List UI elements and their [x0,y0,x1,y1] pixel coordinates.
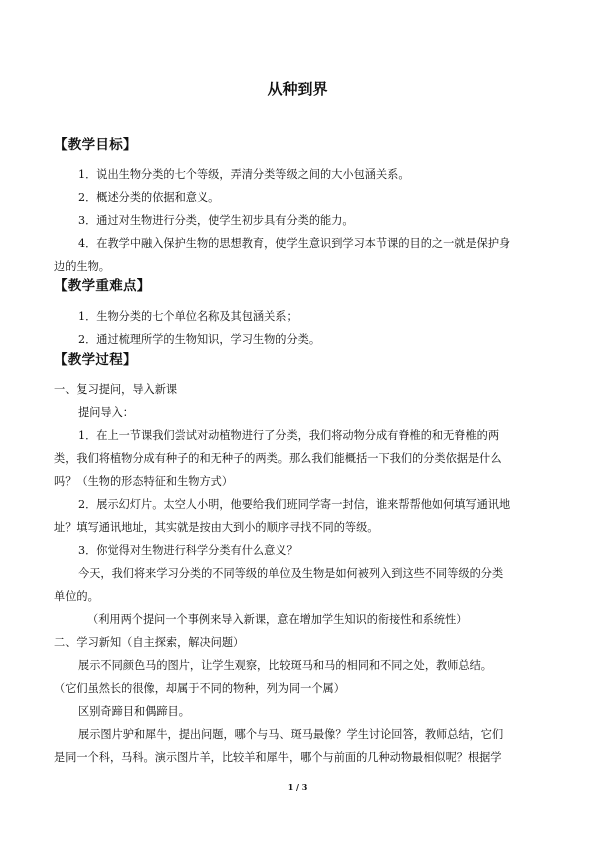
goal-line: 1．说出生物分类的七个等级，弄清分类等级之间的大小包涵关系。 [78,168,410,181]
heading-process: 【教学过程】 [54,352,137,368]
process-line: 2．展示幻灯片。太空人小明，他要给我们班同学寄一封信，谁来帮帮他如何填写通讯地 [78,498,511,511]
goal-line: 2．概述分类的依据和意义。 [78,191,220,204]
process-line: 吗？（生物的形态特征和生物方式） [54,475,234,488]
process-line: 提问导入： [78,406,134,419]
process-line: 今天，我们将来学习分类的不同等级的单位及生物是如何被列入到这些不同等级的分类 [78,567,504,580]
process-line: 二、学习新知（自主探索，解决问题） [54,636,245,649]
key-point-line: 1．生物分类的七个单位名称及其包涵关系； [78,310,298,323]
process-line: （利用两个提问一个事例来导入新课，意在增加学生知识的衔接性和系统性） [87,613,468,626]
goal-line: 边的生物。 [54,260,110,273]
goal-line: 3．通过对生物进行分类，使学生初步具有分类的能力。 [78,214,354,227]
document-title: 从种到界 [267,80,328,98]
process-line: 是同一个科，马科。演示图片羊，比较羊和犀牛，哪个与前面的几种动物最相似呢？根据学 [54,751,502,764]
process-line: 址？填写通讯地址，其实就是按由大到小的顺序寻找不同的等级。 [54,521,379,534]
process-line: 类，我们将植物分成有种子的和无种子的两类。那么我们能概括一下我们的分类依据是什么 [54,452,502,465]
process-line: 一、复习提问，导入新课 [54,383,178,396]
key-point-line: 2．通过梳理所学的生物知识，学习生物的分类。 [78,333,321,346]
heading-goals: 【教学目标】 [54,137,137,153]
process-line: 3．你觉得对生物进行科学分类有什么意义？ [78,544,298,557]
process-line: 单位的。 [54,590,99,603]
process-line: 1．在上一节课我们尝试对动植物进行了分类，我们将动物分成有脊椎的和无脊椎的两 [78,429,500,442]
process-line: （它们虽然长的很像，却属于不同的物种，列为同一个属） [54,682,345,695]
heading-key-points: 【教学重难点】 [54,278,151,294]
page-number: 1 / 3 [287,782,308,792]
goal-line: 4．在教学中融入保护生物的思想教育，使学生意识到学习本节课的目的之一就是保护身 [78,237,511,250]
process-line: 区别奇蹄目和偶蹄目。 [78,705,190,718]
process-line: 展示图片驴和犀牛，提出问题，哪个与马、斑马最像？学生讨论回答，教师总结，它们 [78,728,504,741]
process-line: 展示不同颜色马的图片，让学生观察，比较斑马和马的相同和不同之处，教师总结。 [78,659,492,672]
